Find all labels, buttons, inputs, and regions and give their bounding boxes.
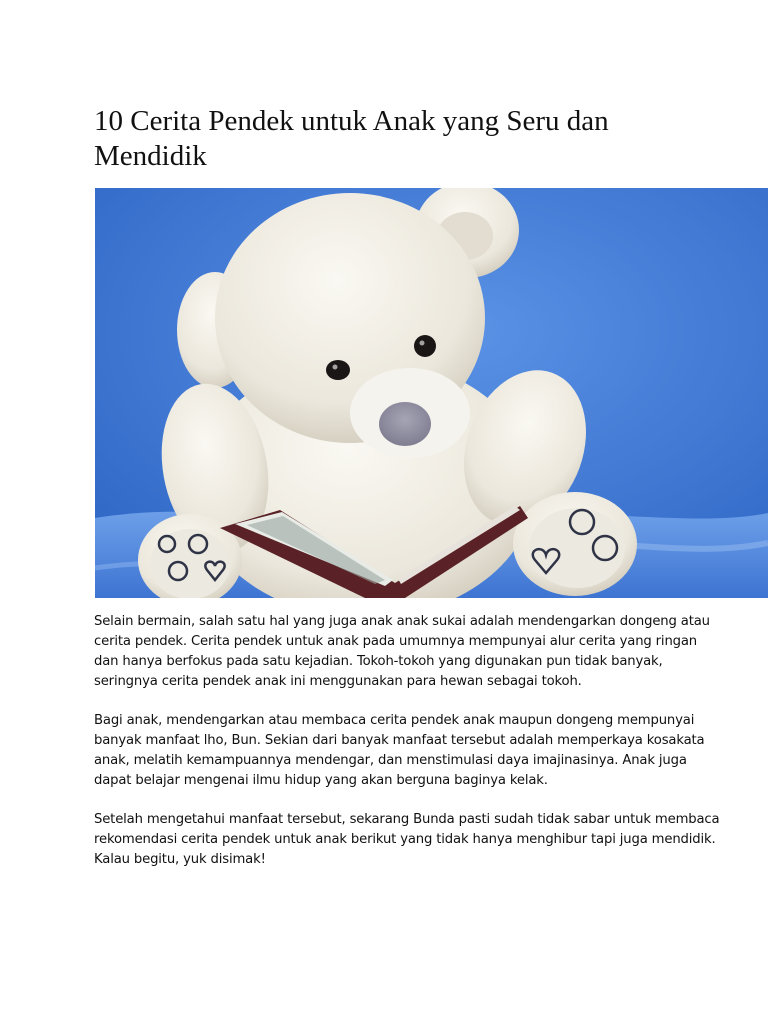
hero-image [95, 188, 768, 598]
teddy-bear-illustration [95, 188, 768, 598]
page-title: 10 Cerita Pendek untuk Anak yang Seru dan Mendidik [94, 105, 609, 172]
paragraph-intro: Selain bermain, salah satu hal yang juga anak anak sukai adalah mendengarkan dongeng atau cerita pendek. Cerita pendek untuk anak pada umumnya mempunyai alur cerita yang ringan dan hanya berfokus pada satu kejadian. Tokoh-tokoh yang digunakan pun tidak banyak, seringnya cerita pendek anak ini menggunakan para hewan sebagai tokoh. [94, 614, 710, 689]
paragraph-closing: Setelah mengetahui manfaat tersebut, sekarang Bunda pasti sudah tidak sabar untuk membaca rekomendasi cerita pendek untuk anak berikut yang tidak hanya menghibur tapi juga mendidik. Kalau begitu, yuk disimak! [94, 812, 720, 867]
article-body [94, 612, 724, 889]
paragraph-benefits: Bagi anak, mendengarkan atau membaca cerita pendek anak maupun dongeng mempunyai banyak manfaat lho, Bun. Sekian dari banyak manfaat tersebut adalah memperkaya kosakata anak, melatih kemampuannya mendengar, dan menstimulasi daya imajinasinya. Anak juga dapat belajar mengenai ilmu hidup yang akan berguna baginya kelak. [94, 713, 705, 788]
